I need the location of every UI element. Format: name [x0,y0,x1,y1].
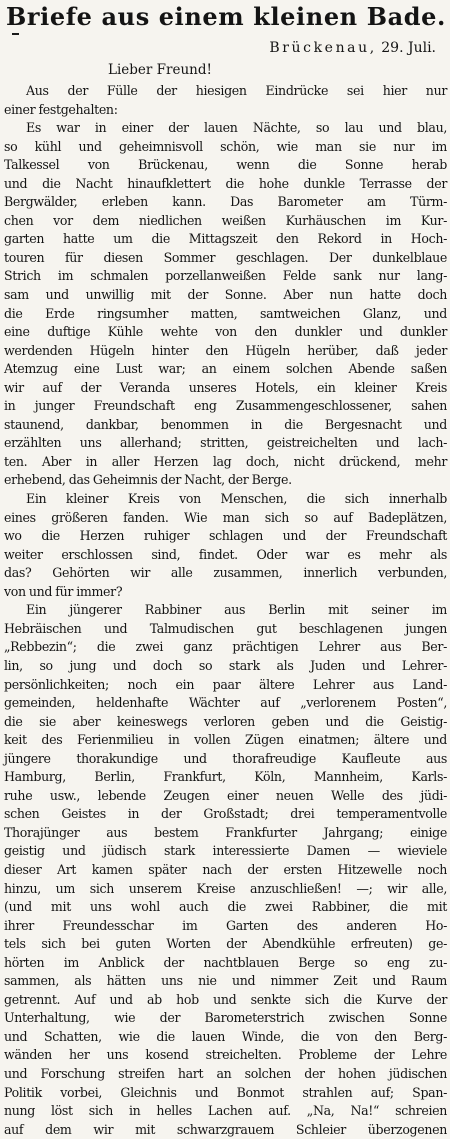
body-line: eine duftige Kühle wehte von den dunkler und dunkler [4,324,447,340]
body-line: eines größeren fanden. Wie man sich so auf Badeplätzen, [4,509,447,525]
body-line: keit des Ferienmilieu in vollen Zügen einatmen; ältere und [4,732,447,748]
body-line: Bergwälder, erleben kann. Das Barometer am Türm- [4,194,447,210]
body-line: und Schatten, wie die lauen Winde, die von den Berg- [4,1028,447,1044]
body-line: ihrer Freundesschar im Garten des anderen Ho- [4,917,447,933]
body-line: Hebräischen und Talmudischen gut beschlagenen jungen [4,620,447,636]
body-line: nung löst sich in helles Lachen auf. „Na, Na!“ schreien [4,1103,447,1119]
dateline-place: Brückenau, [269,40,377,56]
body-line: schen Geistes in der Großstadt; drei temperamentvolle [4,806,447,822]
body-line: und Forschung streifen hart an solchen der hohen jüdischen [4,1065,447,1081]
body-line: tels sich bei guten Worten der Abendkühle erfreuten) ge- [4,936,447,952]
body-line: von und für immer? [4,583,123,599]
body-line: die Erde ringsumher matten, samtweichen Glanz, und [4,305,447,321]
article-headline: Briefe aus einem kleinen Bade. [6,2,446,31]
body-line: Talkessel von Brückenau, wenn die Sonne herab [4,157,447,173]
body-line: Es war in einer der lauen Nächte, so lau und blau, [26,120,447,136]
body-line: werdenden Hügeln hinter den Hügeln herüber, daß jeder [4,342,447,358]
body-line: wo die Herzen ruhiger schlagen und der Freundschaft [4,528,447,544]
body-line: Aus der Fülle der hiesigen Eindrücke sei hier nur [26,83,447,98]
body-line: wir auf der Veranda unseres Hotels, ein kleiner Kreis [4,379,447,395]
body-line: erhebend, das Geheimnis der Nacht, der Berge. [4,472,292,488]
body-line: touren für diesen Sommer geschlagen. Der dunkelblaue [4,249,447,265]
body-line: Ein jüngerer Rabbiner aus Berlin mit seiner im [26,602,447,618]
body-line: ruhe usw., lebende Zeugen einer neuen Welle des jüdi- [4,787,447,803]
body-line: die sie aber keineswegs verloren geben und die Geistig- [4,713,447,729]
body-line: lin, so jung und doch so stark als Juden und Lehrer- [4,657,447,673]
body-line: „Rebbezin“; die zwei ganz prächtigen Lehrer aus Ber- [4,639,447,655]
body-line: geistig und jüdisch stark interessierte Damen — wieviele [4,843,447,859]
dateline [269,38,436,58]
body-line: Ein kleiner Kreis von Menschen, die sich innerhalb [26,491,447,507]
body-line: ten. Aber in aller Herzen lag doch, nicht drückend, mehr [4,453,447,469]
body-line: gemeinden, heldenhafte Wächter auf „verlorenem Posten“, [4,695,447,711]
body-line: Thorajünger aus bestem Frankfurter Jahrgang; einige [4,824,447,840]
column-dash-mark [12,33,19,35]
body-line: (und mit uns wohl auch die zwei Rabbiner, die mit [4,899,447,915]
body-line: in junger Freundschaft eng Zusammengeschlossener, sahen [4,398,447,414]
body-line: sammen, als hätten uns nie und nimmer Zeit und Raum [4,973,447,989]
body-line: getrennt. Auf und ab hob und senkte sich die Kurve der [4,991,447,1007]
body-line: wänden her uns kosend streichelten. Probleme der Lehre [4,1047,447,1063]
body-line: Strich im schmalen porzellanweißen Felde sank nur lang- [4,268,447,284]
body-line: hinzu, um sich unserem Kreise anzuschließen! —; wir alle, [4,880,447,896]
body-line: persönlichkeiten; noch ein paar ältere Lehrer aus Land- [4,676,447,692]
body-line: jüngere thorakundige und thorafreudige Kaufleute aus [4,750,447,766]
body-line: auf dem wir mit schwarzgrauem Schleier überzogenen [4,1121,447,1137]
body-line: sam und unwillig mit der Sonne. Aber nun hatte doch [4,287,447,303]
body-line: Atemzug eine Lust war; an einem solchen Abende saßen [4,361,447,377]
article-body [4,82,447,1137]
body-line: erzählten uns allerhand; stritten, geistreichelten und lach- [4,435,447,451]
body-line: Politik vorbei, Gleichnis und Bonmot strahlen auf; Span- [4,1084,447,1100]
body-line: garten hatte um die Mittagszeit den Rekord in Hoch- [4,231,447,247]
body-line: so kühl und geheimnisvoll schön, wie man sie nur im [4,138,447,154]
letter-salutation: Lieber Freund! [108,62,212,78]
body-line: das? Gehörten wir alle zusammen, innerlich verbunden, [4,565,447,581]
body-line: Unterhaltung, wie der Barometerstrich zwischen Sonne [4,1010,447,1026]
body-line: Hamburg, Berlin, Frankfurt, Köln, Mannheim, Karls- [4,769,447,785]
body-line: staunend, dankbar, benommen in die Bergesnacht und [4,416,447,432]
body-line: einer festgehalten: [4,101,118,117]
body-line: weiter erschlossen sind, findet. Oder war es mehr als [4,546,447,562]
dateline-date: 29. Juli. [381,40,436,56]
body-line: und die Nacht hinaufklettert die hohe dunkle Terrasse der [4,175,447,191]
body-line: dieser Art kamen später nach der ersten Hitzewelle noch [4,861,447,877]
body-line: chen vor dem niedlichen weißen Kurhäuschen im Kur- [4,212,447,228]
body-line: hörten im Anblick der nachtblauen Berge so eng zu- [4,954,447,970]
